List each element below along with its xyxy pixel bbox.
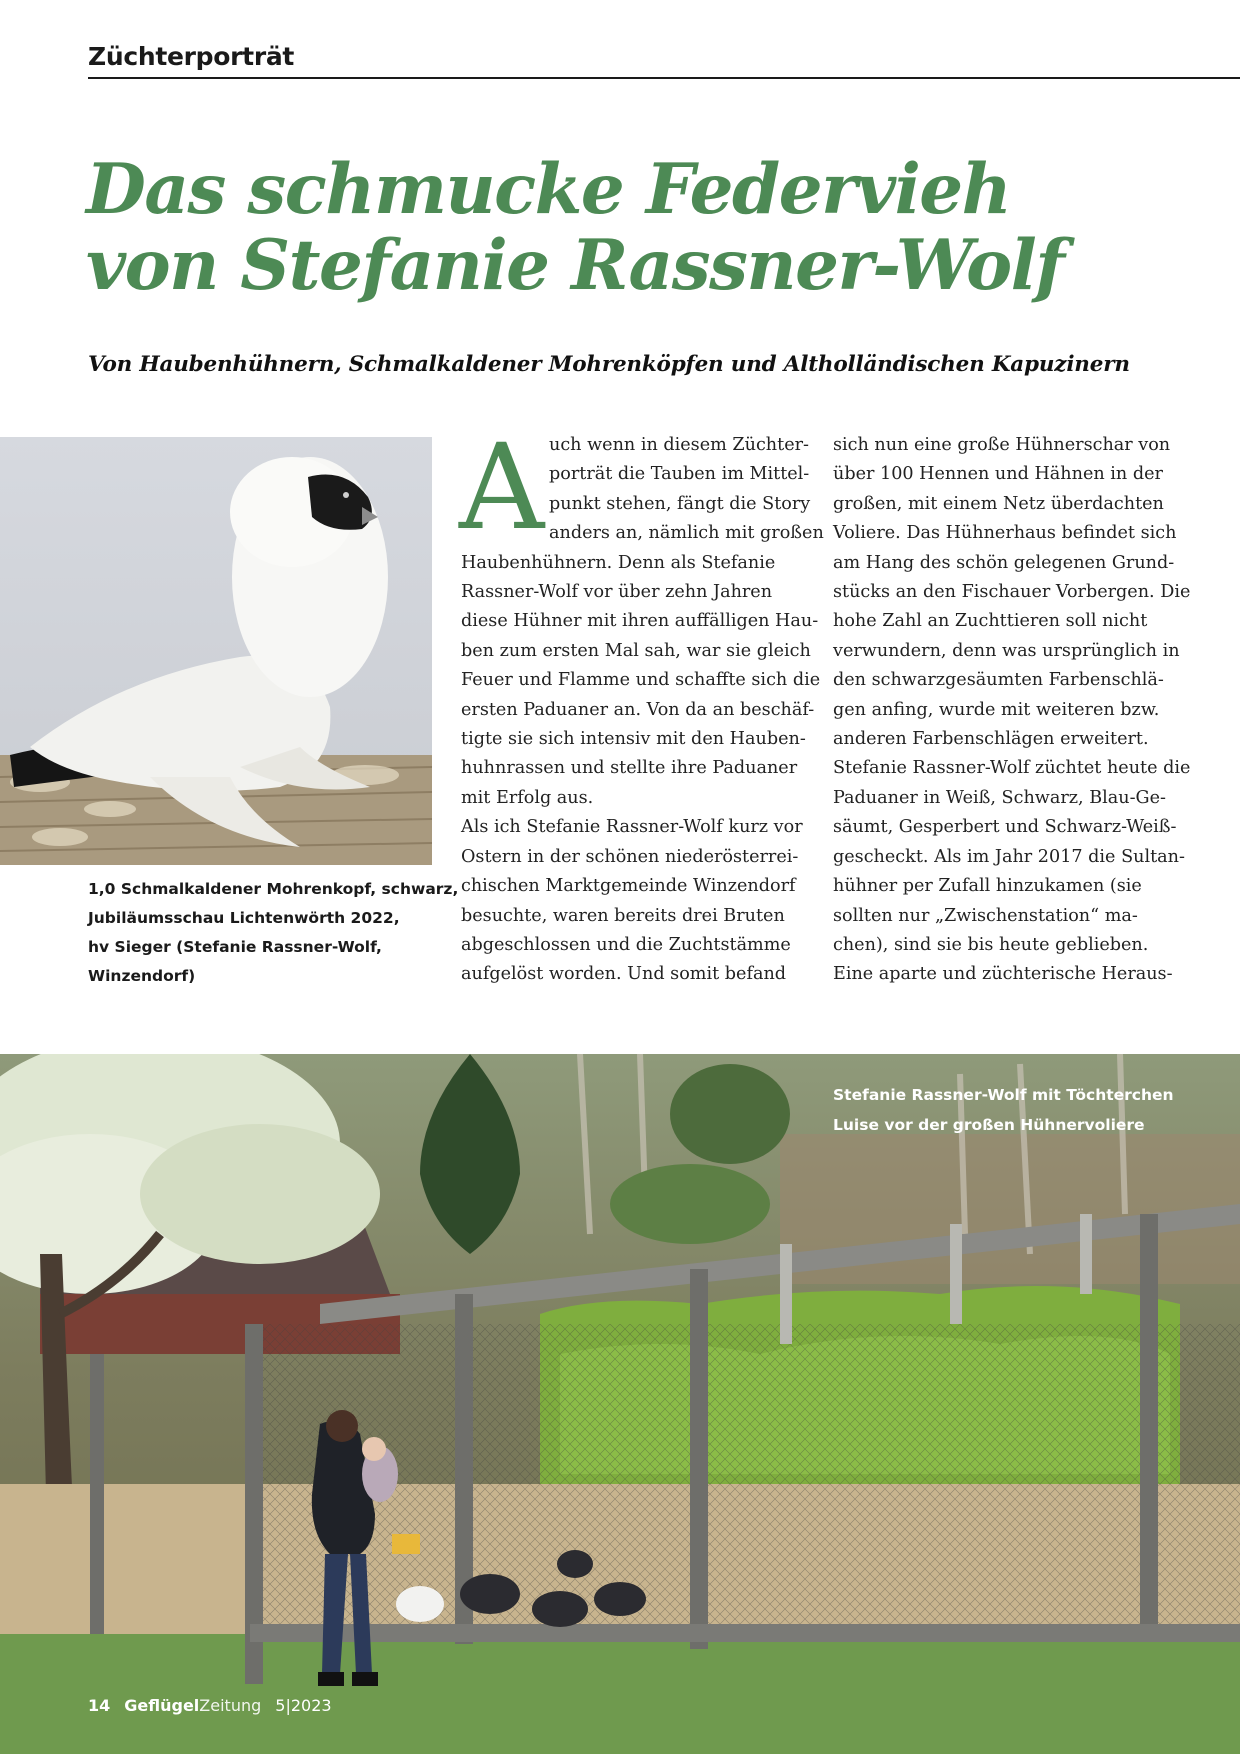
body-line: abgeschlossen und die Zuchtstämme bbox=[461, 934, 791, 955]
body-line: porträt die Tauben im Mittel- bbox=[549, 464, 810, 485]
body-line: chischen Marktgemeinde Winzendorf bbox=[461, 876, 796, 897]
body-line: chen), sind sie bis heute geblieben. bbox=[833, 934, 1149, 955]
body-line: besuchte, waren bereits drei Bruten bbox=[461, 905, 785, 926]
body-line: ben zum ersten Mal sah, war sie gleich bbox=[461, 640, 811, 661]
body-line: Paduaner in Weiß, Schwarz, Blau-Ge- bbox=[833, 787, 1166, 808]
article-title bbox=[86, 149, 1206, 306]
body-line: Haubenhühnern. Denn als Stefanie bbox=[461, 552, 776, 573]
body-line: großen, mit einem Netz überdachten bbox=[833, 493, 1164, 514]
body-line: Feuer und Flamme und schaffte sich die bbox=[461, 670, 821, 691]
caption-line: Jubiläumsschau Lichtenwörth 2022, bbox=[88, 909, 400, 927]
body-line: Eine aparte und züchterische Heraus- bbox=[833, 964, 1173, 985]
body-line: sollten nur „Zwischenstation“ ma- bbox=[833, 905, 1138, 926]
title-line: Das schmucke Federvieh bbox=[86, 149, 1011, 230]
body-line: anderen Farbenschlägen erweitert. bbox=[833, 729, 1149, 750]
caption-line: Stefanie Rassner-Wolf mit Töchterchen bbox=[833, 1086, 1174, 1104]
caption-line: 1,0 Schmalkaldener Mohrenkopf, schwarz, bbox=[88, 880, 459, 898]
title-line: von Stefanie Rassner-Wolf bbox=[86, 225, 1064, 306]
body-line: gescheckt. Als im Jahr 2017 die Sultan- bbox=[833, 846, 1185, 867]
body-line: über 100 Hennen und Hähnen in der bbox=[833, 464, 1163, 485]
body-line: ersten Paduaner an. Von da an beschäf- bbox=[461, 699, 815, 720]
body-line: anders an, nämlich mit großen bbox=[549, 523, 824, 544]
magazine-name-suffix: Zeitung bbox=[199, 1696, 262, 1715]
caption-line: Luise vor der großen Hühnervoliere bbox=[833, 1116, 1145, 1134]
body-line: diese Hühner mit ihren auffälligen Hau- bbox=[461, 611, 819, 632]
body-line: am Hang des schön gelegenen Grund- bbox=[833, 552, 1175, 573]
body-line: säumt, Gesperbert und Schwarz-Weiß- bbox=[833, 817, 1177, 838]
caption-line: Winzendorf) bbox=[88, 967, 196, 985]
pigeon-illustration bbox=[0, 437, 432, 865]
body-line: tigte sie sich intensiv mit den Hauben- bbox=[461, 729, 806, 750]
body-column-2 bbox=[833, 431, 1191, 990]
body-line: Stefanie Rassner-Wolf züchtet heute die bbox=[833, 758, 1191, 779]
body-line: aufgelöst worden. Und somit befand bbox=[461, 964, 787, 985]
drop-cap: A bbox=[459, 418, 545, 556]
body-line: den schwarzgesäumten Farbenschlä- bbox=[833, 670, 1164, 691]
body-column-1 bbox=[461, 431, 824, 990]
issue-number: 5|2023 bbox=[275, 1696, 332, 1715]
caption-line: hv Sieger (Stefanie Rassner-Wolf, bbox=[88, 938, 382, 956]
body-line: verwundern, denn was ursprünglich in bbox=[833, 640, 1180, 661]
body-line: stücks an den Fischauer Vorbergen. Die bbox=[833, 582, 1191, 603]
body-line: gen anfing, wurde mit weiteren bzw. bbox=[833, 699, 1160, 720]
body-line: Voliere. Das Hühnerhaus befindet sich bbox=[833, 523, 1177, 544]
pigeon-caption bbox=[88, 875, 459, 991]
aviary-photo bbox=[0, 1054, 1240, 1754]
body-line: hohe Zahl an Zuchttieren soll nicht bbox=[833, 611, 1148, 632]
body-line: uch wenn in diesem Züchter- bbox=[549, 435, 809, 455]
magazine-name: Geflügel bbox=[124, 1696, 200, 1715]
body-line: Ostern in der schönen niederösterrei- bbox=[461, 846, 799, 867]
article-subtitle: Von Haubenhühnern, Schmalkaldener Mohrenköpfen und Altholländischen Kapuzinern bbox=[88, 352, 1130, 377]
page-footer bbox=[88, 1696, 332, 1715]
body-line: punkt stehen, fängt die Story bbox=[549, 493, 811, 514]
body-line: hühner per Zufall hinzukamen (sie bbox=[833, 876, 1142, 897]
section-label: Züchterporträt bbox=[88, 42, 295, 71]
body-line: sich nun eine große Hühnerschar von bbox=[833, 435, 1171, 455]
section-rule bbox=[88, 77, 1240, 79]
body-line: mit Erfolg aus. bbox=[461, 787, 594, 808]
pigeon-photo bbox=[0, 437, 432, 865]
body-line: Als ich Stefanie Rassner-Wolf kurz vor bbox=[461, 817, 803, 838]
body-line: huhnrassen und stellte ihre Paduaner bbox=[461, 758, 798, 779]
body-line: Rassner-Wolf vor über zehn Jahren bbox=[461, 582, 773, 603]
aviary-illustration bbox=[0, 1054, 1240, 1754]
aviary-caption bbox=[833, 1080, 1174, 1140]
page-number: 14 bbox=[88, 1696, 111, 1715]
